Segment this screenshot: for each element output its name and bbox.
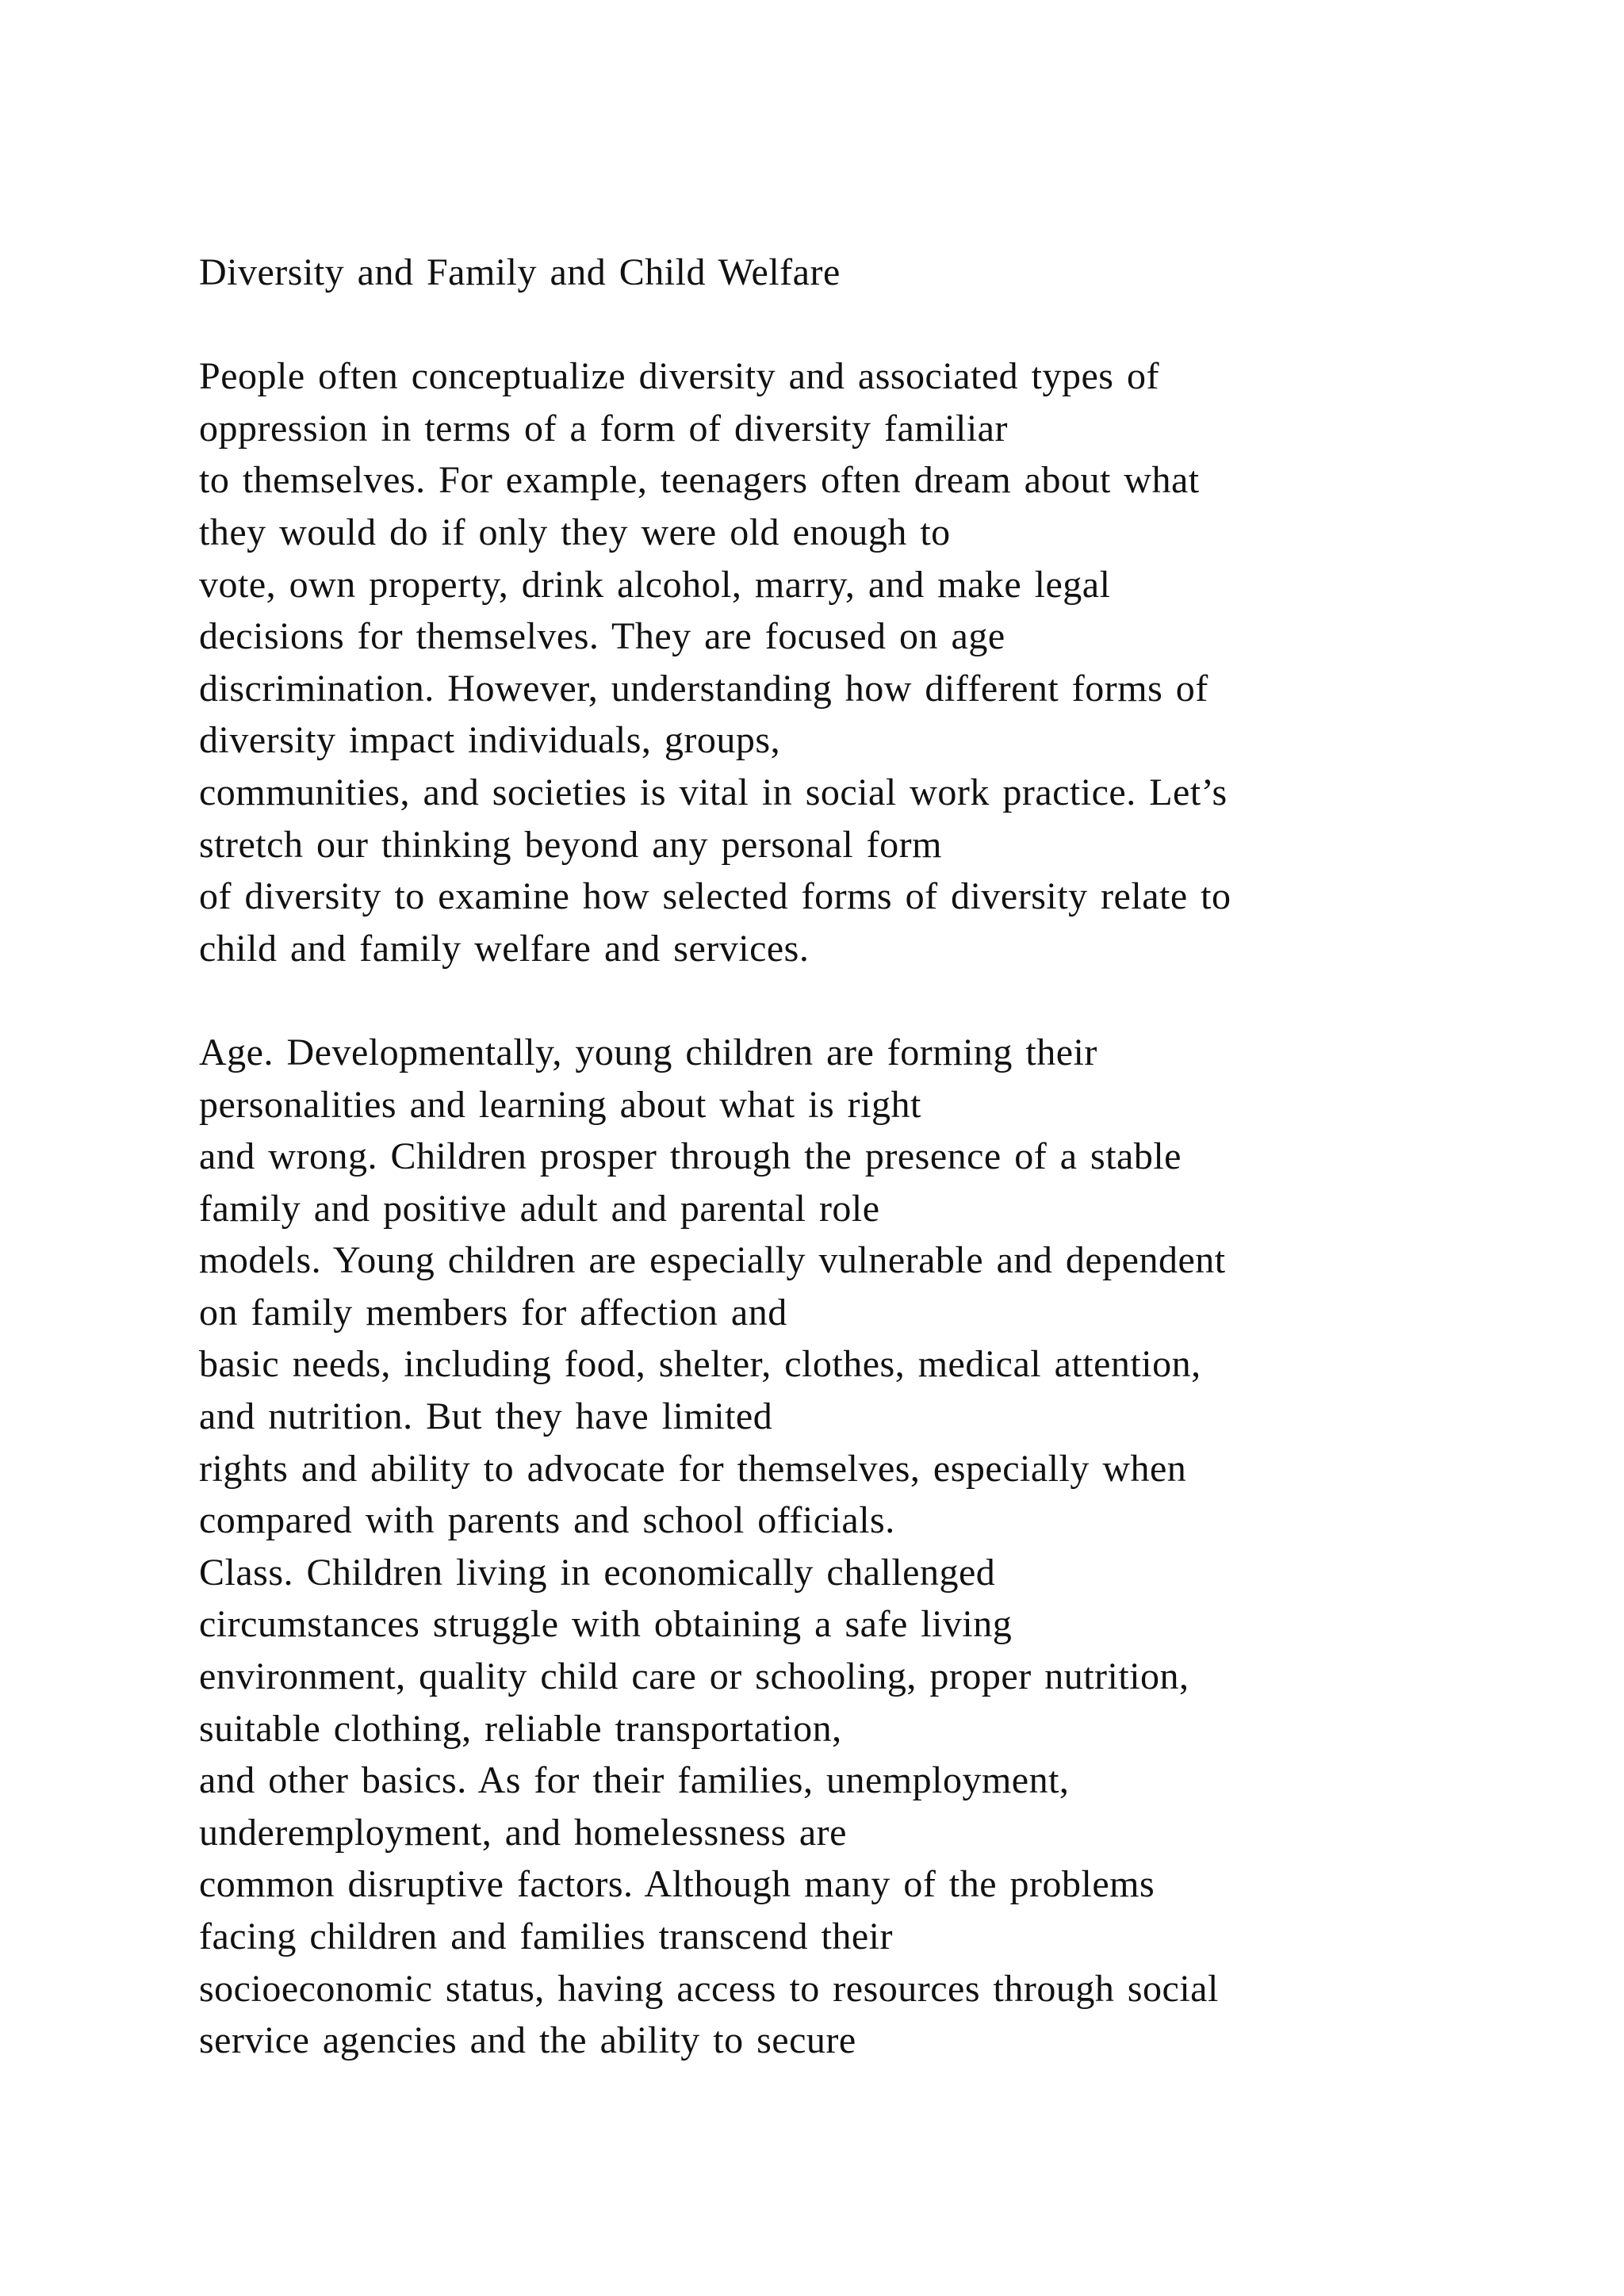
document-body	[199, 247, 1595, 2067]
intro-paragraph	[199, 350, 1595, 974]
text-line: facing children and families transcend their	[199, 1915, 893, 1957]
text-line: discrimination. However, understanding how different forms of	[199, 667, 1208, 710]
text-line: environment, quality child care or schooling, proper nutrition,	[199, 1655, 1189, 1698]
text-line: personalities and learning about what is right	[199, 1083, 921, 1126]
text-line: oppression in terms of a form of diversity familiar	[199, 407, 1008, 450]
class-paragraph	[199, 1547, 1595, 2067]
text-line: of diversity to examine how selected forms of diversity relate to	[199, 875, 1231, 918]
text-line: Age. Developmentally, young children are forming their	[199, 1031, 1097, 1073]
text-line: basic needs, including food, shelter, clothes, medical attention,	[199, 1343, 1201, 1386]
text-line: service agencies and the ability to secure	[199, 2019, 856, 2062]
spacer	[199, 974, 1595, 1027]
text-line: common disruptive factors. Although many of the problems	[199, 1863, 1155, 1906]
text-line: Class. Children living in economically challenged	[199, 1551, 996, 1594]
text-line: on family members for affection and	[199, 1291, 787, 1334]
text-line: suitable clothing, reliable transportation,	[199, 1707, 842, 1750]
text-line: they would do if only they were old enough to	[199, 511, 951, 553]
age-paragraph	[199, 1027, 1595, 1547]
text-line: family and positive adult and parental role	[199, 1187, 880, 1230]
text-line: communities, and societies is vital in social work practice. Let’s	[199, 771, 1228, 813]
text-line: stretch our thinking beyond any personal form	[199, 823, 942, 866]
text-line: and nutrition. But they have limited	[199, 1395, 773, 1438]
text-line: and other basics. As for their families, unemployment,	[199, 1759, 1070, 1802]
text-line: and wrong. Children prosper through the presence of a stable	[199, 1135, 1182, 1178]
document-title: Diversity and Family and Child Welfare	[199, 251, 841, 293]
text-line: diversity impact individuals, groups,	[199, 719, 781, 762]
text-line: underemployment, and homelessness are	[199, 1811, 847, 1854]
spacer	[199, 299, 1595, 351]
text-line: socioeconomic status, having access to resources through social	[199, 1967, 1219, 2010]
text-line: to themselves. For example, teenagers often dream about what	[199, 459, 1200, 502]
text-line: compared with parents and school officials.	[199, 1499, 895, 1542]
text-line: decisions for themselves. They are focused on age	[199, 615, 1005, 658]
text-line: child and family welfare and services.	[199, 927, 810, 970]
text-line: People often conceptualize diversity and associated types of	[199, 355, 1159, 398]
text-line: models. Young children are especially vulnerable and dependent	[199, 1239, 1226, 1282]
text-line: circumstances struggle with obtaining a safe living	[199, 1603, 1013, 1646]
text-line: rights and ability to advocate for themselves, especially when	[199, 1447, 1187, 1490]
text-line: vote, own property, drink alcohol, marry, and make legal	[199, 563, 1111, 606]
